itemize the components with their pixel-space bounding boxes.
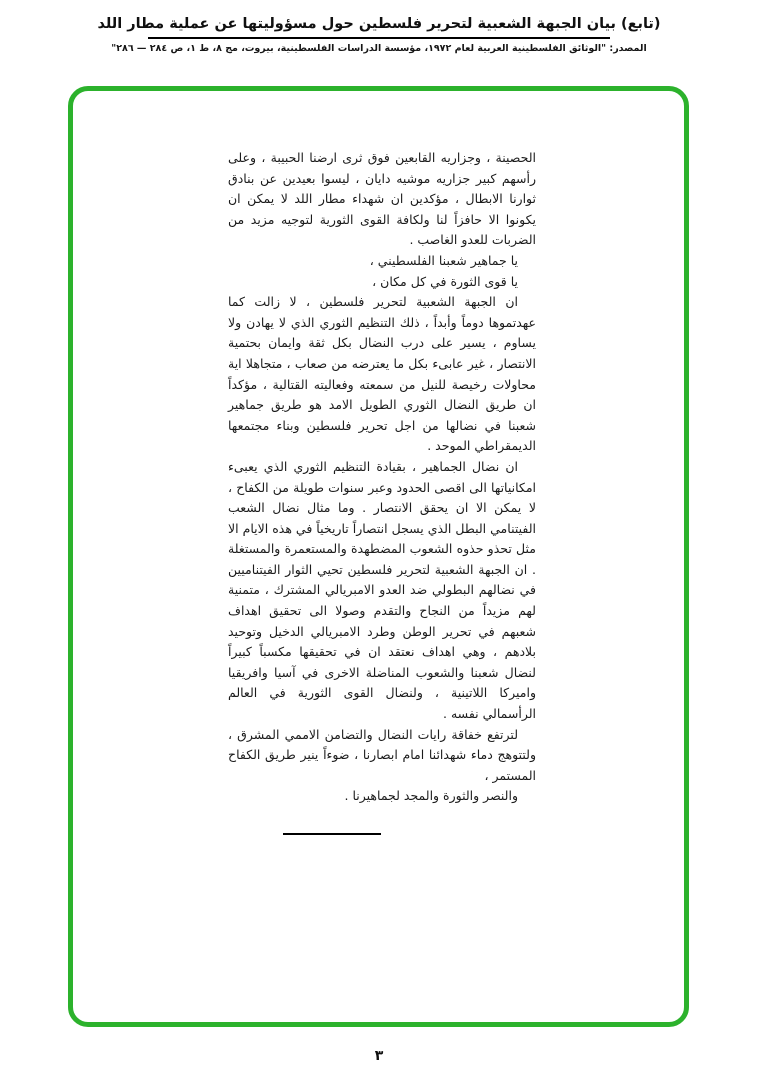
paragraph-address-masses: يا جماهير شعبنا الفلسطيني ، bbox=[369, 252, 518, 268]
paragraph-closing-slogan: لترتفع خفاقة رايات النضال والتضامن الاممي المشرق ، ولتتوهج دماء شهدائنا امام ابصارنا ، ضوءاً ينير طريق الكفاح المستمر ، bbox=[228, 726, 536, 783]
header-divider bbox=[148, 37, 610, 39]
paragraph-address-revolution: يا قوى الثورة في كل مكان ، bbox=[372, 273, 518, 289]
body-text bbox=[228, 148, 536, 807]
content-frame bbox=[68, 86, 689, 1027]
document-header bbox=[0, 0, 758, 54]
paragraph-continuation: الحصينة ، وجزاريه القابعين فوق ثرى ارضنا الحبيبة ، وعلى رأسهم كبير جزاريه موشيه دايان ، ليسوا بعيدين عن بنادق ثوارنا الابطال ، مؤكدين ان شهداء مطار اللد لا يمكن ان يكونوا الا حافزاً لنا ولكافة القوى الثورية لتوجيه مزيد من الضربات للعدو الغاصب . bbox=[228, 150, 536, 248]
source-citation: المصدر: "الوثائق الفلسطينية العربية لعام ١٩٧٢، مؤسسة الدراسات الفلسطينية، بيروت، مج ٨، ط ١، ص ٢٨٤ — ٢٨٦" bbox=[111, 43, 647, 54]
paragraph-front-statement: ان الجبهة الشعبية لتحرير فلسطين ، لا زالت كما عهدتموها دوماً وأبداً ، ذلك التنظيم الثوري الذي لا يهادن ولا يساوم ، يسير على درب النضال بكل ثقة وايمان بحتمية الانتصار ، غير عابىء بكل ما يعترضه من صعاب ، متجاهلا اية محاولات رخيصة للنيل من سمعته وفعاليته القتالية ، مؤكداً ان طريق النضال الثوري الطويل الامد هو طريق جماهير شعبنا في نضالها من اجل تحرير فلسطين وبناء مجتمعها الديمقراطي الموحد . bbox=[228, 294, 536, 454]
page-number: ٣ bbox=[374, 1048, 384, 1064]
end-of-text-divider bbox=[283, 833, 381, 835]
paragraph-victory-line: والنصر والثورة والمجد لجماهيرنا . bbox=[344, 788, 518, 804]
document-title: (تابع) بيان الجبهة الشعبية لتحرير فلسطين حول مسؤوليتها عن عملية مطار اللد bbox=[97, 16, 661, 32]
paragraph-masses-struggle: ان نضال الجماهير ، بقيادة التنظيم الثوري الذي يعبىء امكانياتها الى اقصى الحدود وعبر سنوات طويلة من الكفاح ، لا يمكن الا ان يحقق الانتصار . وما مثال نضال الشعب الفيتنامي البطل الذي يسجل انتصاراً تاريخياً في هذه الايام الا مثل تحذو حذوه الشعوب المضطهدة والمستعمرة والمستغلة . ان الجبهة الشعبية لتحرير فلسطين تحيي الثوار الفيتناميين في نضالهم البطولي ضد العدو الامبريالي المشترك ، متمنية لهم مزيداً من النجاح والتقدم وصولا الى تحقيق اهداف شعبهم في تحرير الوطن وطرد الامبريالي الدخيل وتوحيد بلادهم ، وهي اهداف نعتقد ان في تحقيقها مكسباً كبيراً لنضال شعبنا والشعوب المناضلة الاخرى في آسيا وافريقيا واميركا اللاتينية ، ولنضال القوى الثورية في العالم الرأسمالي نفسه . bbox=[228, 458, 536, 722]
